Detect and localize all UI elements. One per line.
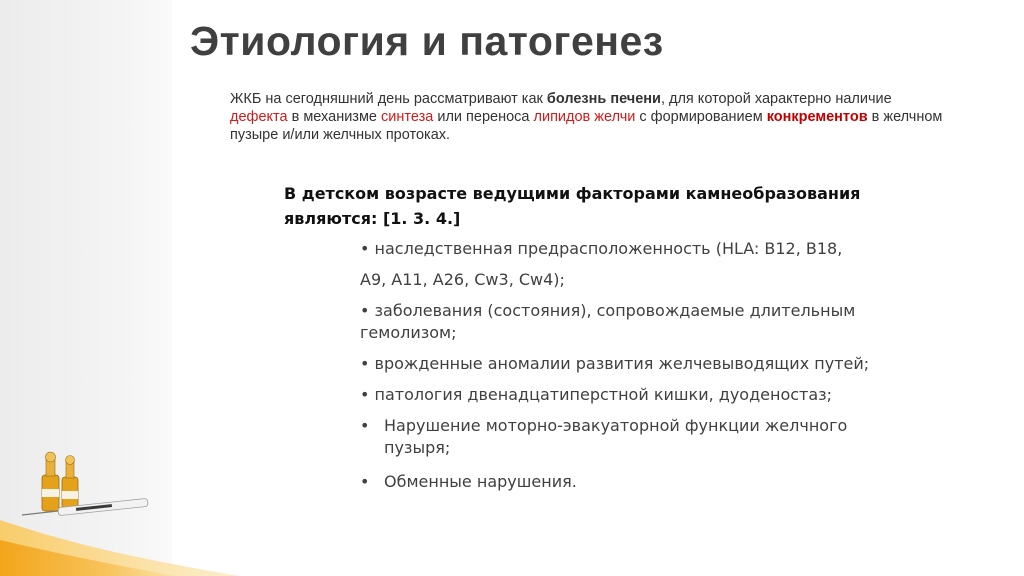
ampoule-icon	[62, 456, 78, 512]
list-item	[360, 471, 880, 493]
factor-item: • наследственная предрасположенность (HLA: B12, B18,	[360, 239, 843, 258]
intro-text: , для которой характерно наличие	[660, 91, 892, 107]
factor-item: • врожденные аномалии развития желчевыводящих путей;	[360, 354, 870, 373]
list-item-text: Нарушение моторно-эвакуаторной функции желчного пузыря;	[384, 416, 848, 457]
intro-highlight-bile-lipids: липидов желчи	[533, 109, 636, 125]
intro-text: или переноса	[433, 109, 534, 125]
intro-bold-liver-disease: болезнь печени	[546, 91, 661, 107]
bullet-list	[360, 415, 880, 493]
bullet-icon: •	[360, 416, 370, 435]
intro-text: в желчном пузыре и/или желчных протоках.	[230, 109, 943, 143]
ampoules-and-syringe-image	[18, 445, 168, 525]
intro-highlight-concrements: конкрементов	[766, 109, 868, 125]
list-item-text: Обменные нарушения.	[384, 472, 577, 491]
intro-highlight-synthesis: синтеза	[381, 109, 434, 125]
factor-item: A9, A11, A26, Cw3, Cw4);	[360, 270, 565, 289]
intro-text: ЖКБ на сегодняшний день рассматривают как	[230, 91, 547, 107]
syringe-icon	[22, 498, 148, 515]
intro-paragraph	[230, 90, 950, 144]
factor-item: • заболевания (состояния), сопровождаемые длительным гемолизом;	[360, 301, 856, 342]
intro-highlight-defect: дефекта	[230, 109, 288, 125]
list-item	[360, 415, 880, 459]
slide-title: Этиология и патогенез	[190, 18, 664, 64]
bullet-icon: •	[360, 472, 370, 491]
factor-list	[360, 238, 880, 505]
intro-text: в механизме	[287, 109, 382, 125]
intro-text: с формированием	[635, 109, 767, 125]
factor-item: • патология двенадцатиперстной кишки, дуоденостаз;	[360, 385, 833, 404]
factors-heading: В детском возрасте ведущими факторами камнеобразования являются: [1. 3. 4.]	[284, 184, 861, 228]
ampoule-icon	[42, 452, 59, 511]
